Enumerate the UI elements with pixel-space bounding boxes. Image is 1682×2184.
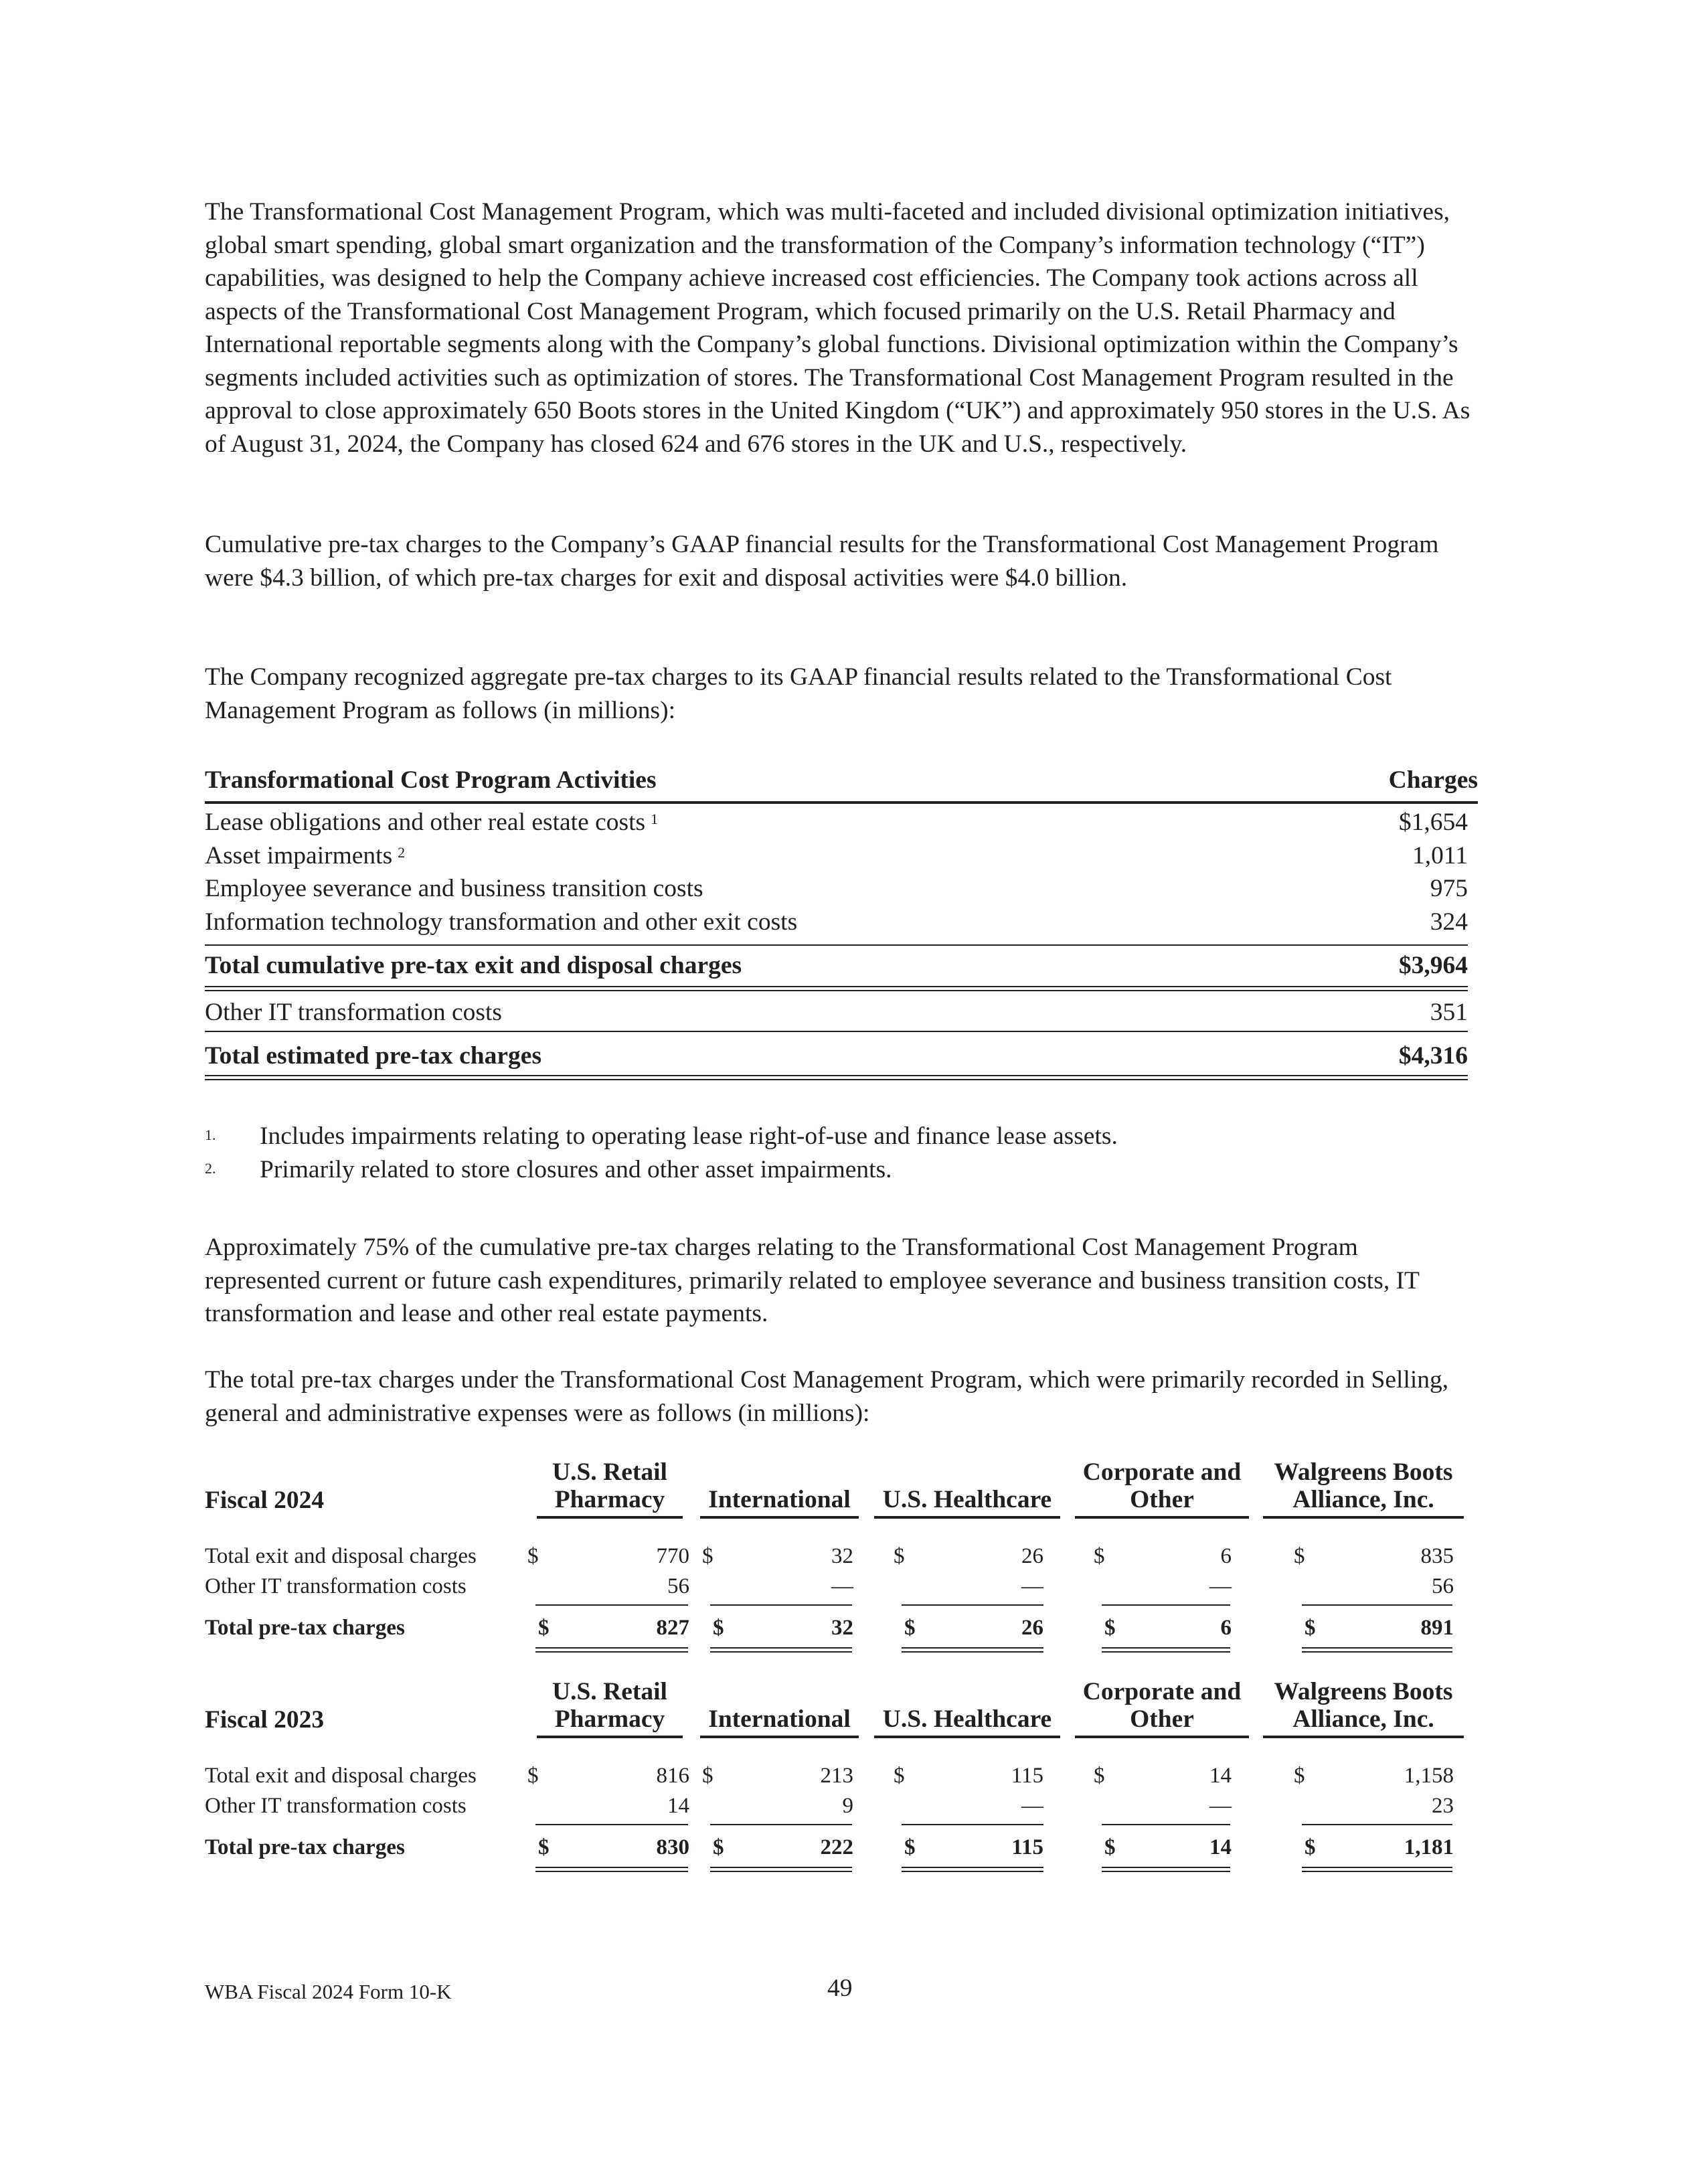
subtotal-rule <box>902 1604 1043 1606</box>
paragraph-charges-intro: The Company recognized aggregate pre-tax charges to its GAAP financial results related to the Transformational Cost Management Program as follows (in millions): <box>205 663 1392 724</box>
subtotal-value: $3,964 <box>1398 952 1468 979</box>
total-double-rule <box>535 1647 688 1653</box>
total-value: 14 <box>1209 1835 1232 1859</box>
row-value: 351 <box>1430 998 1468 1026</box>
total-value: 32 <box>831 1616 853 1640</box>
charges-table <box>205 766 1478 1082</box>
paragraph-cumulative-charges: Cumulative pre-tax charges to the Company’s GAAP financial results for the Transformational Cost Management Program were $4.3 billion, of which pre-tax charges for exit and disposal activities were $4.0 billion. <box>205 531 1439 592</box>
header-us-retail-pharmacy <box>537 1678 683 1738</box>
header-us-healthcare <box>874 1678 1060 1738</box>
currency-symbol: $ <box>1094 1764 1105 1788</box>
subtotal-rule <box>535 1604 688 1606</box>
currency-symbol: $ <box>702 1544 713 1568</box>
currency-symbol: $ <box>894 1544 905 1568</box>
total-double-rule <box>1302 1647 1452 1653</box>
total-value: 222 <box>820 1835 853 1859</box>
currency-symbol: $ <box>713 1616 724 1640</box>
header-line: Corporate and <box>1082 1458 1242 1486</box>
table-row <box>205 998 1478 1031</box>
cell-value: 32 <box>831 1544 853 1568</box>
cell-value: 56 <box>667 1574 689 1598</box>
header-activities: Transformational Cost Program Activities <box>205 766 657 794</box>
total-value: 26 <box>1021 1616 1043 1640</box>
footnote-ref: 2 <box>398 843 406 861</box>
header-line: International <box>708 1486 851 1513</box>
total-double-rule <box>535 1867 688 1872</box>
header-international <box>700 1458 859 1519</box>
currency-symbol: $ <box>1305 1616 1316 1640</box>
cell-value: 835 <box>1420 1544 1454 1568</box>
total-label: Total estimated pre-tax charges <box>205 1042 542 1070</box>
page-number: 49 <box>827 1975 853 2002</box>
table-row <box>205 874 1478 908</box>
total-double-rule <box>902 1867 1043 1872</box>
header-line: Other <box>1130 1486 1194 1513</box>
cell-value: — <box>1209 1794 1232 1818</box>
row-label: Other IT transformation costs <box>205 998 502 1026</box>
footnote-number: 2. <box>205 1160 216 1177</box>
currency-symbol: $ <box>527 1544 539 1568</box>
header-line: Pharmacy <box>554 1486 665 1513</box>
subtotal-rule <box>1302 1824 1452 1825</box>
subtotal-rule <box>710 1604 852 1606</box>
row-label: Lease obligations and other real estate costs <box>205 809 646 836</box>
row-label: Asset impairments <box>205 841 393 869</box>
paragraph-cash-expenditures: Approximately 75% of the cumulative pre-tax charges relating to the Transformational Cost Management Program represented current or future cash expenditures, primarily related to employee severance and business transition costs, IT transformation and lease and other real estate payments. <box>205 1234 1420 1327</box>
header-line: U.S. Healthcare <box>882 1705 1052 1733</box>
total-double-rule <box>902 1647 1043 1653</box>
subtotal-rule <box>1102 1824 1230 1825</box>
currency-symbol: $ <box>894 1764 905 1788</box>
currency-symbol: $ <box>904 1835 916 1859</box>
total-double-rule <box>1102 1867 1230 1872</box>
divider <box>205 1031 1468 1032</box>
paragraph-segment-intro: The total pre-tax charges under the Transformational Cost Management Program, which were primarily recorded in Selling, general and administrative expenses were as follows (in millions): <box>205 1366 1449 1427</box>
header-charges: Charges <box>1388 766 1478 794</box>
row-value: 1,011 <box>1412 841 1468 869</box>
header-us-healthcare <box>874 1458 1060 1519</box>
currency-symbol: $ <box>713 1835 724 1859</box>
cell-value: 1,158 <box>1404 1764 1454 1788</box>
subtotal-rule <box>1302 1604 1452 1606</box>
cell-value: 770 <box>656 1544 689 1568</box>
total-label: Total pre-tax charges <box>205 1616 405 1640</box>
cell-value: — <box>1021 1574 1043 1598</box>
header-line: Alliance, Inc. <box>1292 1486 1434 1513</box>
table-row <box>205 808 1478 841</box>
currency-symbol: $ <box>1305 1835 1316 1859</box>
total-double-rule <box>710 1867 852 1872</box>
row-label: Total exit and disposal charges <box>205 1544 477 1568</box>
header-line: International <box>708 1705 851 1733</box>
fiscal-year-title: Fiscal 2023 <box>205 1706 325 1734</box>
table-row <box>205 841 1478 875</box>
cell-value: 115 <box>1011 1764 1043 1788</box>
total-value: 6 <box>1220 1616 1232 1640</box>
total-label: Total pre-tax charges <box>205 1835 405 1859</box>
cell-value: 213 <box>820 1764 853 1788</box>
total-value: 115 <box>1011 1835 1043 1859</box>
row-value: 975 <box>1430 875 1468 902</box>
total-double-rule <box>1102 1647 1230 1653</box>
double-divider <box>205 986 1468 991</box>
currency-symbol: $ <box>527 1764 539 1788</box>
total-double-rule <box>710 1647 852 1653</box>
row-label: Other IT transformation costs <box>205 1794 467 1818</box>
currency-symbol: $ <box>538 1835 550 1859</box>
subtotal-rule <box>535 1824 688 1825</box>
currency-symbol: $ <box>904 1616 916 1640</box>
total-double-rule <box>1302 1867 1452 1872</box>
footnote-text: Primarily related to store closures and other asset impairments. <box>260 1156 892 1183</box>
header-line: U.S. Retail <box>552 1678 667 1705</box>
currency-symbol: $ <box>1104 1835 1116 1859</box>
row-label: Information technology transformation and other exit costs <box>205 908 798 936</box>
header-line: Corporate and <box>1082 1678 1242 1705</box>
row-label: Other IT transformation costs <box>205 1574 467 1598</box>
cell-value: — <box>1209 1574 1232 1598</box>
cell-value: 6 <box>1220 1544 1232 1568</box>
cell-value: 14 <box>667 1794 689 1818</box>
charges-table-header <box>205 766 1478 804</box>
subtotal-rule <box>710 1824 852 1825</box>
subtotal-label: Total cumulative pre-tax exit and disposal charges <box>205 952 742 979</box>
header-us-retail-pharmacy <box>537 1458 683 1519</box>
fiscal-year-title: Fiscal 2024 <box>205 1487 325 1514</box>
header-corporate-other <box>1075 1678 1249 1738</box>
row-value: 324 <box>1430 908 1468 936</box>
header-international <box>700 1678 859 1738</box>
currency-symbol: $ <box>702 1764 713 1788</box>
currency-symbol: $ <box>1104 1616 1116 1640</box>
fiscal-table <box>205 1678 1478 1872</box>
currency-symbol: $ <box>538 1616 550 1640</box>
total-row <box>205 1041 1478 1075</box>
header-walgreens-boots-alliance <box>1263 1458 1464 1519</box>
table-row <box>205 908 1478 941</box>
total-value: 827 <box>656 1616 689 1640</box>
header-line: Other <box>1130 1705 1194 1733</box>
row-label: Total exit and disposal charges <box>205 1764 477 1788</box>
footnote-text: Includes impairments relating to operating lease right-of-use and finance lease assets. <box>260 1122 1118 1150</box>
cell-value: 9 <box>842 1794 853 1818</box>
subtotal-rule <box>902 1824 1043 1825</box>
total-value: 830 <box>656 1835 689 1859</box>
row-label: Employee severance and business transition costs <box>205 875 703 902</box>
total-value: 1,181 <box>1404 1835 1454 1859</box>
double-divider <box>205 1075 1468 1080</box>
header-line: Pharmacy <box>554 1705 665 1733</box>
fiscal-table <box>205 1458 1478 1653</box>
total-value: 891 <box>1420 1616 1454 1640</box>
cell-value: 14 <box>1209 1764 1232 1788</box>
footnote-ref: 1 <box>651 811 659 827</box>
subtotal-rule <box>1102 1604 1230 1606</box>
header-corporate-other <box>1075 1458 1249 1519</box>
cell-value: 26 <box>1021 1544 1043 1568</box>
header-line: Walgreens Boots <box>1274 1458 1453 1486</box>
footnote-number: 1. <box>205 1126 216 1143</box>
header-walgreens-boots-alliance <box>1263 1678 1464 1738</box>
header-line: Walgreens Boots <box>1274 1678 1453 1705</box>
total-value: $4,316 <box>1398 1042 1468 1070</box>
cell-value: — <box>831 1574 853 1598</box>
currency-symbol: $ <box>1294 1764 1305 1788</box>
cell-value: 816 <box>656 1764 689 1788</box>
currency-symbol: $ <box>1294 1544 1305 1568</box>
cell-value: 23 <box>1432 1794 1454 1818</box>
row-value: $1,654 <box>1398 809 1468 836</box>
header-line: Alliance, Inc. <box>1292 1705 1434 1733</box>
paragraph-program-overview: The Transformational Cost Management Program, which was multi-faceted and included divisional optimization initiatives, global smart spending, global smart organization and the transformation of the Company’s information technology (“IT”) capabilities, was designed to help the Company achieve increased cost efficiencies. The Company took actions across all aspects of the Transformational Cost Management Program, which focused primarily on the U.S. Retail Pharmacy and International reportable segments along with the Company’s global functions. Divisional optimization within the Company’s segments included activities such as optimization of stores. The Transformational Cost Management Program resulted in the approval to close approximately 650 Boots stores in the United Kingdom (“UK”) and approximately 950 stores in the U.S. As of August 31, 2024, the Company has closed 624 and 676 stores in the UK and U.S., respectively. <box>205 198 1470 458</box>
footer-form-label: WBA Fiscal 2024 Form 10-K <box>205 1980 452 2003</box>
cell-value: — <box>1021 1794 1043 1818</box>
header-line: U.S. Retail <box>552 1458 667 1486</box>
cell-value: 56 <box>1432 1574 1454 1598</box>
currency-symbol: $ <box>1094 1544 1105 1568</box>
header-line: U.S. Healthcare <box>882 1486 1052 1513</box>
divider <box>205 944 1468 946</box>
subtotal-row <box>205 951 1478 985</box>
